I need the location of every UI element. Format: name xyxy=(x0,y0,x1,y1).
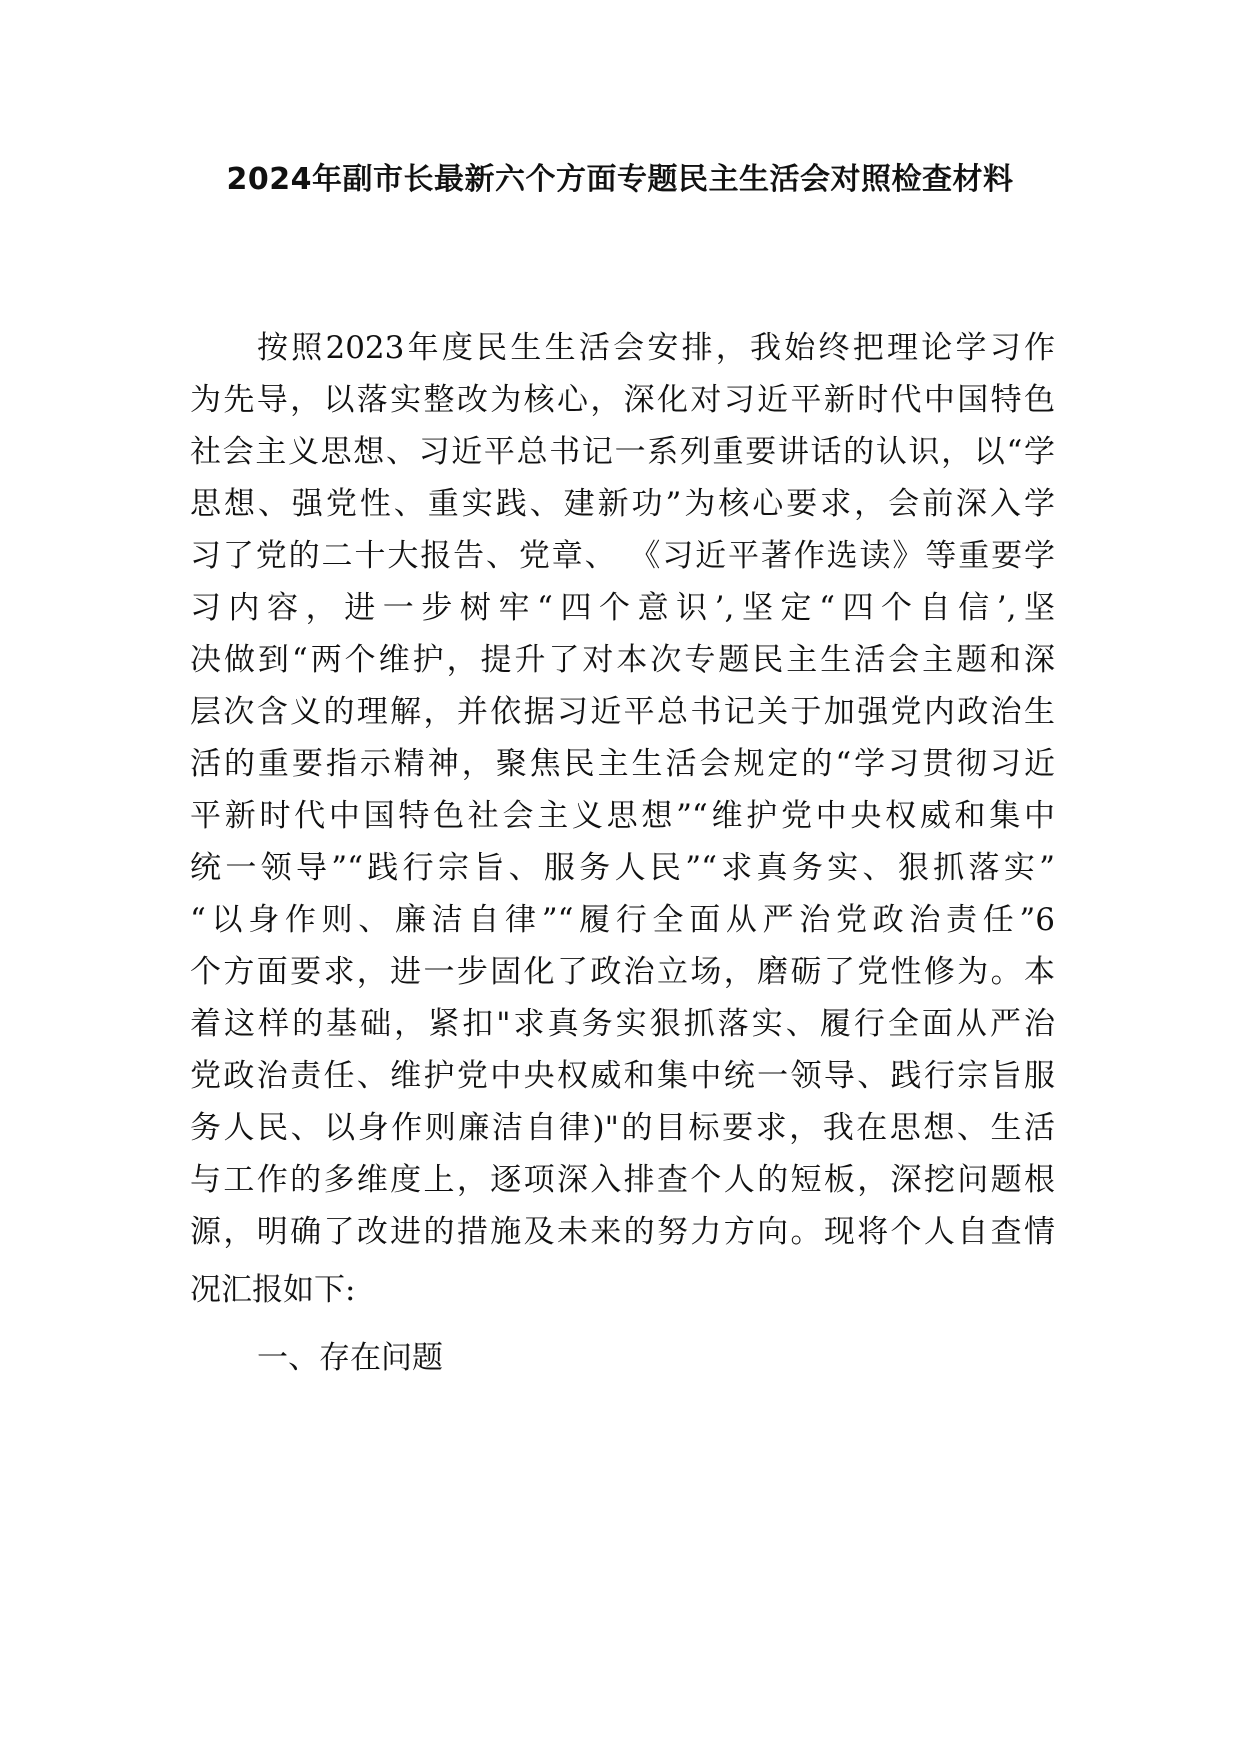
body-line: 活的重要指示精神，聚焦民主生活会规定的“学习贯彻习近 xyxy=(190,746,1055,782)
body-line: 个方面要求，进一步固化了政治立场，磨砺了党性修为。本 xyxy=(190,954,1055,990)
document-title: 2024年副市长最新六个方面专题民主生活会对照检查材料 xyxy=(226,162,1014,197)
body-line: “以身作则、廉洁自律”“履行全面从严治党政治责任”6 xyxy=(190,902,1055,938)
body-line: 按照2023年度民生生活会安排，我始终把理论学习作 xyxy=(257,330,1055,366)
body-line: 决做到“两个维护，提升了对本次专题民主生活会主题和深 xyxy=(190,642,1055,678)
body-line: 统一领导”“践行宗旨、服务人民”“求真务实、狠抓落实” xyxy=(190,850,1055,886)
body-line: 党政治责任、维护党中央权威和集中统一领导、践行宗旨服 xyxy=(190,1058,1055,1094)
body-line: 思想、强党性、重实践、建新功”为核心要求，会前深入学 xyxy=(190,486,1055,522)
body-line: 习内容，进一步树牢“四个意识’,坚定“四个自信’,坚 xyxy=(190,590,1055,626)
body-line: 着这样的基础，紧扣"求真务实狠抓落实、履行全面从严治 xyxy=(190,1006,1055,1042)
body-line: 为先导，以落实整改为核心，深化对习近平新时代中国特色 xyxy=(190,382,1055,418)
body-line: 层次含义的理解，并依据习近平总书记关于加强党内政治生 xyxy=(190,694,1055,730)
body-line: 平新时代中国特色社会主义思想”“维护党中央权威和集中 xyxy=(190,798,1055,834)
section-heading: 一、存在问题 xyxy=(257,1340,443,1376)
body-line: 习了党的二十大报告、党章、 《习近平著作选读》等重要学 xyxy=(190,538,1055,574)
body-line: 务人民、以身作则廉洁自律)"的目标要求，我在思想、生活 xyxy=(190,1110,1055,1146)
body-line: 源，明确了改进的措施及未来的努力方向。现将个人自查情 xyxy=(190,1214,1055,1250)
body-line: 况汇报如下: xyxy=(190,1272,356,1308)
body-line: 社会主义思想、习近平总书记一系列重要讲话的认识，以“学 xyxy=(190,434,1055,470)
body-line: 与工作的多维度上，逐项深入排查个人的短板，深挖问题根 xyxy=(190,1162,1055,1198)
